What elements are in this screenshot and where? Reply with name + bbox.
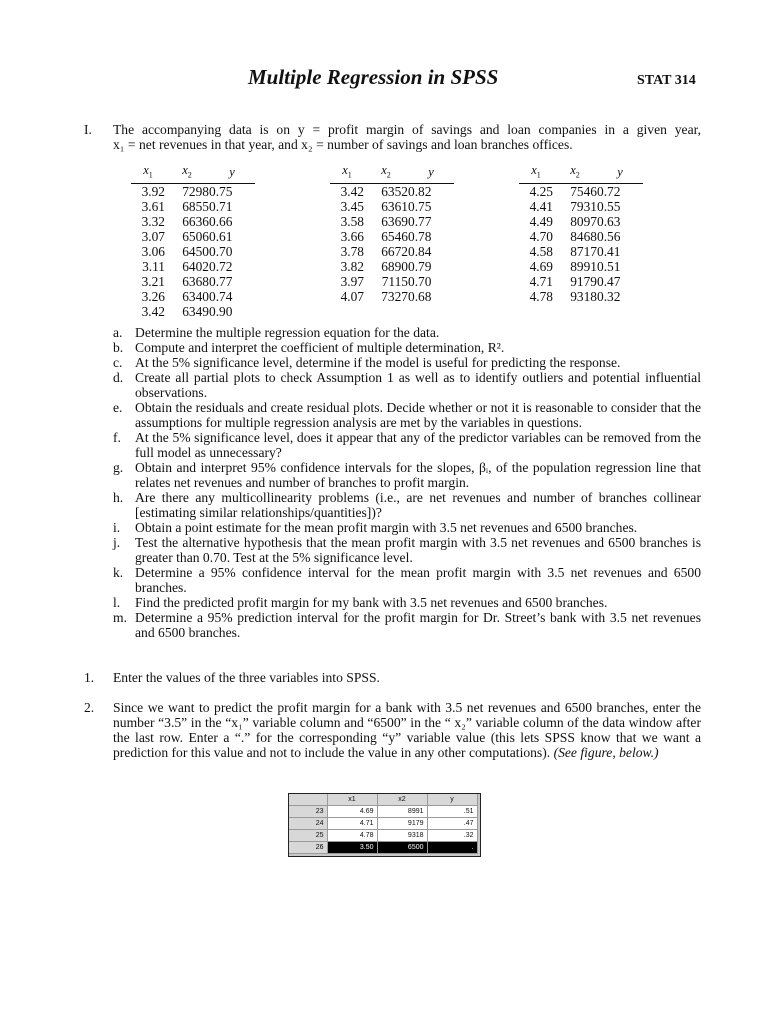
step-text-2 <box>113 700 701 760</box>
spss-row <box>289 830 477 842</box>
data-cell: 0.75 <box>408 198 432 214</box>
data-cell: 0.41 <box>597 243 621 259</box>
spss-table <box>289 794 478 854</box>
section-intro <box>113 122 701 152</box>
data-table-1 <box>131 163 255 319</box>
data-cell: 8991 <box>570 258 597 274</box>
data-cell: 6352 <box>381 183 408 199</box>
question-label: m. <box>113 610 127 625</box>
intro-line-1: The accompanying data is on y = profit margin of savings and loan companies in a given year, <box>113 122 701 137</box>
data-cell: 3.58 <box>340 213 364 229</box>
data-row <box>519 289 643 304</box>
data-cell: 3.07 <box>141 228 165 244</box>
intro-line-2: x₁ = net revenues in that year, and x₂ = number of savings and loan branches offices. <box>113 137 573 152</box>
data-cell: 3.82 <box>340 258 364 274</box>
data-cell: 6855 <box>182 198 209 214</box>
data-cell: 7546 <box>570 183 597 199</box>
column-header-y: y <box>408 163 454 183</box>
spss-row-number: 23 <box>289 806 327 818</box>
data-cell: 4.07 <box>340 288 364 304</box>
section-number: I. <box>84 122 92 137</box>
data-cell: 3.06 <box>141 243 165 259</box>
data-cell: 0.72 <box>597 183 621 199</box>
step-number-2: 2. <box>84 700 95 715</box>
data-cell: 0.72 <box>209 258 233 274</box>
question-item <box>113 610 701 640</box>
spss-cell: 8991 <box>377 806 427 818</box>
data-table-header <box>330 163 454 183</box>
data-cell: 3.26 <box>141 288 165 304</box>
question-text: At the 5% significance level, does it appear that any of the predictor variables can be removed from the full model as unnecessary? <box>135 430 701 460</box>
data-row <box>330 289 454 304</box>
data-cell: 4.71 <box>529 273 553 289</box>
question-item <box>113 535 701 565</box>
question-label: g. <box>113 460 124 475</box>
spss-column-header <box>289 794 327 806</box>
data-row <box>131 274 255 289</box>
data-cell: 0.82 <box>408 183 432 199</box>
data-cell: 0.32 <box>597 288 621 304</box>
data-row <box>131 304 255 319</box>
data-cell: 0.55 <box>597 198 621 214</box>
data-cell: 0.78 <box>408 228 432 244</box>
question-label: d. <box>113 370 124 385</box>
data-table-header <box>131 163 255 183</box>
question-item <box>113 520 701 535</box>
data-cell: 0.77 <box>408 213 432 229</box>
data-cell: 6672 <box>381 243 408 259</box>
column-header-x2: $x_2$ <box>364 163 408 183</box>
data-cell: 0.61 <box>209 228 233 244</box>
data-row <box>131 259 255 274</box>
spss-row <box>289 806 477 818</box>
data-cell: 6636 <box>182 213 209 229</box>
data-row <box>131 214 255 229</box>
course-code: STAT 314 <box>637 73 696 88</box>
data-cell: 8468 <box>570 228 597 244</box>
data-cell: 6361 <box>381 198 408 214</box>
spss-cell: 4.78 <box>327 830 377 842</box>
step-text-1: Enter the values of the three variables into SPSS. <box>113 670 380 685</box>
question-text: Determine the multiple regression equation for the data. <box>135 325 440 340</box>
data-row <box>131 289 255 304</box>
data-cell: 9179 <box>570 273 597 289</box>
spss-column-header: x2 <box>377 794 427 806</box>
question-label: c. <box>113 355 123 370</box>
spss-header-row <box>289 794 477 806</box>
step-2-body: Since we want to predict the profit margin for a bank with 3.5 net revenues and 6500 branches, enter the number “3.5” in the “x₁” variable column and “6500” in the “ x₂” variable column of the data window after the last row. Enter a “.” for the corresponding “y” variable value (this lets SPSS know that we want a prediction for this value and not to include the value in any other computations). <box>113 700 701 760</box>
spss-column-header: x1 <box>327 794 377 806</box>
question-text: Determine a 95% confidence interval for the mean profit margin with 3.5 net revenues and 6500 branches. <box>135 565 701 595</box>
spss-cell: 4.71 <box>327 818 377 830</box>
spss-cell: .32 <box>427 830 477 842</box>
page-title: Multiple Regression in SPSS <box>248 65 499 89</box>
data-cell: 7115 <box>381 273 408 289</box>
data-cell: 7327 <box>381 288 408 304</box>
data-cell: 3.78 <box>340 243 364 259</box>
question-item <box>113 460 701 490</box>
spss-column-header: y <box>427 794 477 806</box>
data-row <box>330 274 454 289</box>
spss-row-number: 24 <box>289 818 327 830</box>
data-cell: 3.42 <box>340 183 364 199</box>
spss-row <box>289 818 477 830</box>
spss-row-number: 25 <box>289 830 327 842</box>
data-cell: 0.70 <box>209 243 233 259</box>
question-text: Obtain and interpret 95% confidence intervals for the slopes, βᵢ, of the population regression line that relates net revenues and number of branches to profit margin. <box>135 460 701 490</box>
data-cell: 8717 <box>570 243 597 259</box>
data-cell: 6402 <box>182 258 209 274</box>
question-item <box>113 340 701 355</box>
data-cell: 6890 <box>381 258 408 274</box>
data-cell: 3.21 <box>141 273 165 289</box>
data-row <box>519 229 643 244</box>
question-item <box>113 490 701 520</box>
data-cell: 0.47 <box>597 273 621 289</box>
spss-cell: 9179 <box>377 818 427 830</box>
question-item <box>113 325 701 340</box>
question-label: k. <box>113 565 124 580</box>
data-cell: 3.66 <box>340 228 364 244</box>
data-cell: 0.68 <box>408 288 432 304</box>
spss-cell: .47 <box>427 818 477 830</box>
data-cell: 7298 <box>182 183 209 199</box>
data-cell: 4.41 <box>529 198 553 214</box>
question-label: h. <box>113 490 124 505</box>
question-text: Create all partial plots to check Assumption 1 as well as to identify outliers and potential influential observations. <box>135 370 701 400</box>
spss-cell: .51 <box>427 806 477 818</box>
data-cell: 3.32 <box>141 213 165 229</box>
data-cell: 0.56 <box>597 228 621 244</box>
data-row <box>519 244 643 259</box>
data-row <box>131 183 255 199</box>
data-row <box>330 229 454 244</box>
data-row <box>330 259 454 274</box>
data-cell: 4.78 <box>529 288 553 304</box>
data-cell: 0.70 <box>408 273 432 289</box>
data-row <box>519 199 643 214</box>
data-cell: 8097 <box>570 213 597 229</box>
data-cell: 0.74 <box>209 288 233 304</box>
column-header-x1: $x_1$ <box>519 163 553 183</box>
spss-cell: . <box>427 842 477 854</box>
question-label: a. <box>113 325 123 340</box>
column-header-x1: $x_1$ <box>330 163 364 183</box>
spss-row-number: 26 <box>289 842 327 854</box>
data-row <box>131 199 255 214</box>
spss-data-grid <box>288 793 481 857</box>
question-label: e. <box>113 400 123 415</box>
spss-cell: 6500 <box>377 842 427 854</box>
data-cell: 0.71 <box>209 198 233 214</box>
column-header-x2: $x_2$ <box>553 163 597 183</box>
question-text: Compute and interpret the coefficient of multiple determination, R². <box>135 340 505 355</box>
step-2-note: (See figure, below.) <box>553 745 659 760</box>
data-cell: 3.45 <box>340 198 364 214</box>
question-label: f. <box>113 430 121 445</box>
spss-cell: 3.50 <box>327 842 377 854</box>
data-cell: 6368 <box>182 273 209 289</box>
data-cell: 4.25 <box>529 183 553 199</box>
data-cell: 6340 <box>182 288 209 304</box>
data-table-2 <box>330 163 454 304</box>
data-table-3 <box>519 163 643 304</box>
question-label: l. <box>113 595 121 610</box>
question-item <box>113 430 701 460</box>
data-row <box>519 259 643 274</box>
data-cell: 0.84 <box>408 243 432 259</box>
question-item <box>113 400 701 430</box>
spss-row <box>289 842 477 854</box>
data-cell: 6349 <box>182 303 209 319</box>
data-cell: 6450 <box>182 243 209 259</box>
data-table-header <box>519 163 643 183</box>
data-cell: 3.92 <box>141 183 165 199</box>
question-text: Are there any multicollinearity problems (i.e., are net revenues and number of branches collinear [estimating similar relationships/quantities])? <box>135 490 701 520</box>
question-list <box>113 325 701 640</box>
data-cell: 0.51 <box>597 258 621 274</box>
question-item <box>113 595 701 610</box>
question-text: At the 5% significance level, determine if the model is useful for predicting the response. <box>135 355 621 370</box>
data-row <box>330 183 454 199</box>
data-cell: 4.69 <box>529 258 553 274</box>
question-item <box>113 565 701 595</box>
question-label: j. <box>113 535 121 550</box>
data-row <box>131 229 255 244</box>
question-item <box>113 355 701 370</box>
question-item <box>113 370 701 400</box>
data-cell: 0.63 <box>597 213 621 229</box>
step-number-1: 1. <box>84 670 95 685</box>
data-cell: 6546 <box>381 228 408 244</box>
data-row <box>519 274 643 289</box>
data-cell: 9318 <box>570 288 597 304</box>
data-row <box>131 244 255 259</box>
data-cell: 4.49 <box>529 213 553 229</box>
data-cell: 7931 <box>570 198 597 214</box>
data-row <box>519 183 643 199</box>
data-cell: 0.66 <box>209 213 233 229</box>
data-cell: 4.58 <box>529 243 553 259</box>
data-cell: 6506 <box>182 228 209 244</box>
column-header-y: y <box>209 163 255 183</box>
column-header-x1: $x_1$ <box>131 163 165 183</box>
data-row <box>519 214 643 229</box>
data-row <box>330 244 454 259</box>
data-cell: 0.77 <box>209 273 233 289</box>
data-cell: 0.90 <box>209 303 233 319</box>
data-cell: 3.42 <box>141 303 165 319</box>
column-header-x2: $x_2$ <box>165 163 209 183</box>
spss-cell: 9318 <box>377 830 427 842</box>
data-cell: 4.70 <box>529 228 553 244</box>
data-cell: 3.97 <box>340 273 364 289</box>
data-cell: 6369 <box>381 213 408 229</box>
question-text: Obtain the residuals and create residual plots. Decide whether or not it is reasonable to consider that the assumptions for multiple regression analysis are met by the variables in questions. <box>135 400 701 430</box>
question-label: b. <box>113 340 124 355</box>
column-header-y: y <box>597 163 643 183</box>
data-cell: 3.11 <box>142 258 165 274</box>
data-row <box>330 199 454 214</box>
data-cell: 0.75 <box>209 183 233 199</box>
data-row <box>330 214 454 229</box>
data-cell: 0.79 <box>408 258 432 274</box>
question-text: Test the alternative hypothesis that the mean profit margin with 3.5 net revenues and 6500 branches is greater than 0.70. Test at the 5% significance level. <box>135 535 701 565</box>
data-cell: 3.61 <box>141 198 165 214</box>
spss-cell: 4.69 <box>327 806 377 818</box>
question-label: i. <box>113 520 121 535</box>
question-text: Obtain a point estimate for the mean profit margin with 3.5 net revenues and 6500 branches. <box>135 520 638 535</box>
question-text: Find the predicted profit margin for my bank with 3.5 net revenues and 6500 branches. <box>135 595 608 610</box>
question-text: Determine a 95% prediction interval for the profit margin for Dr. Street’s bank with 3.5 net revenues and 6500 branches. <box>135 610 701 640</box>
